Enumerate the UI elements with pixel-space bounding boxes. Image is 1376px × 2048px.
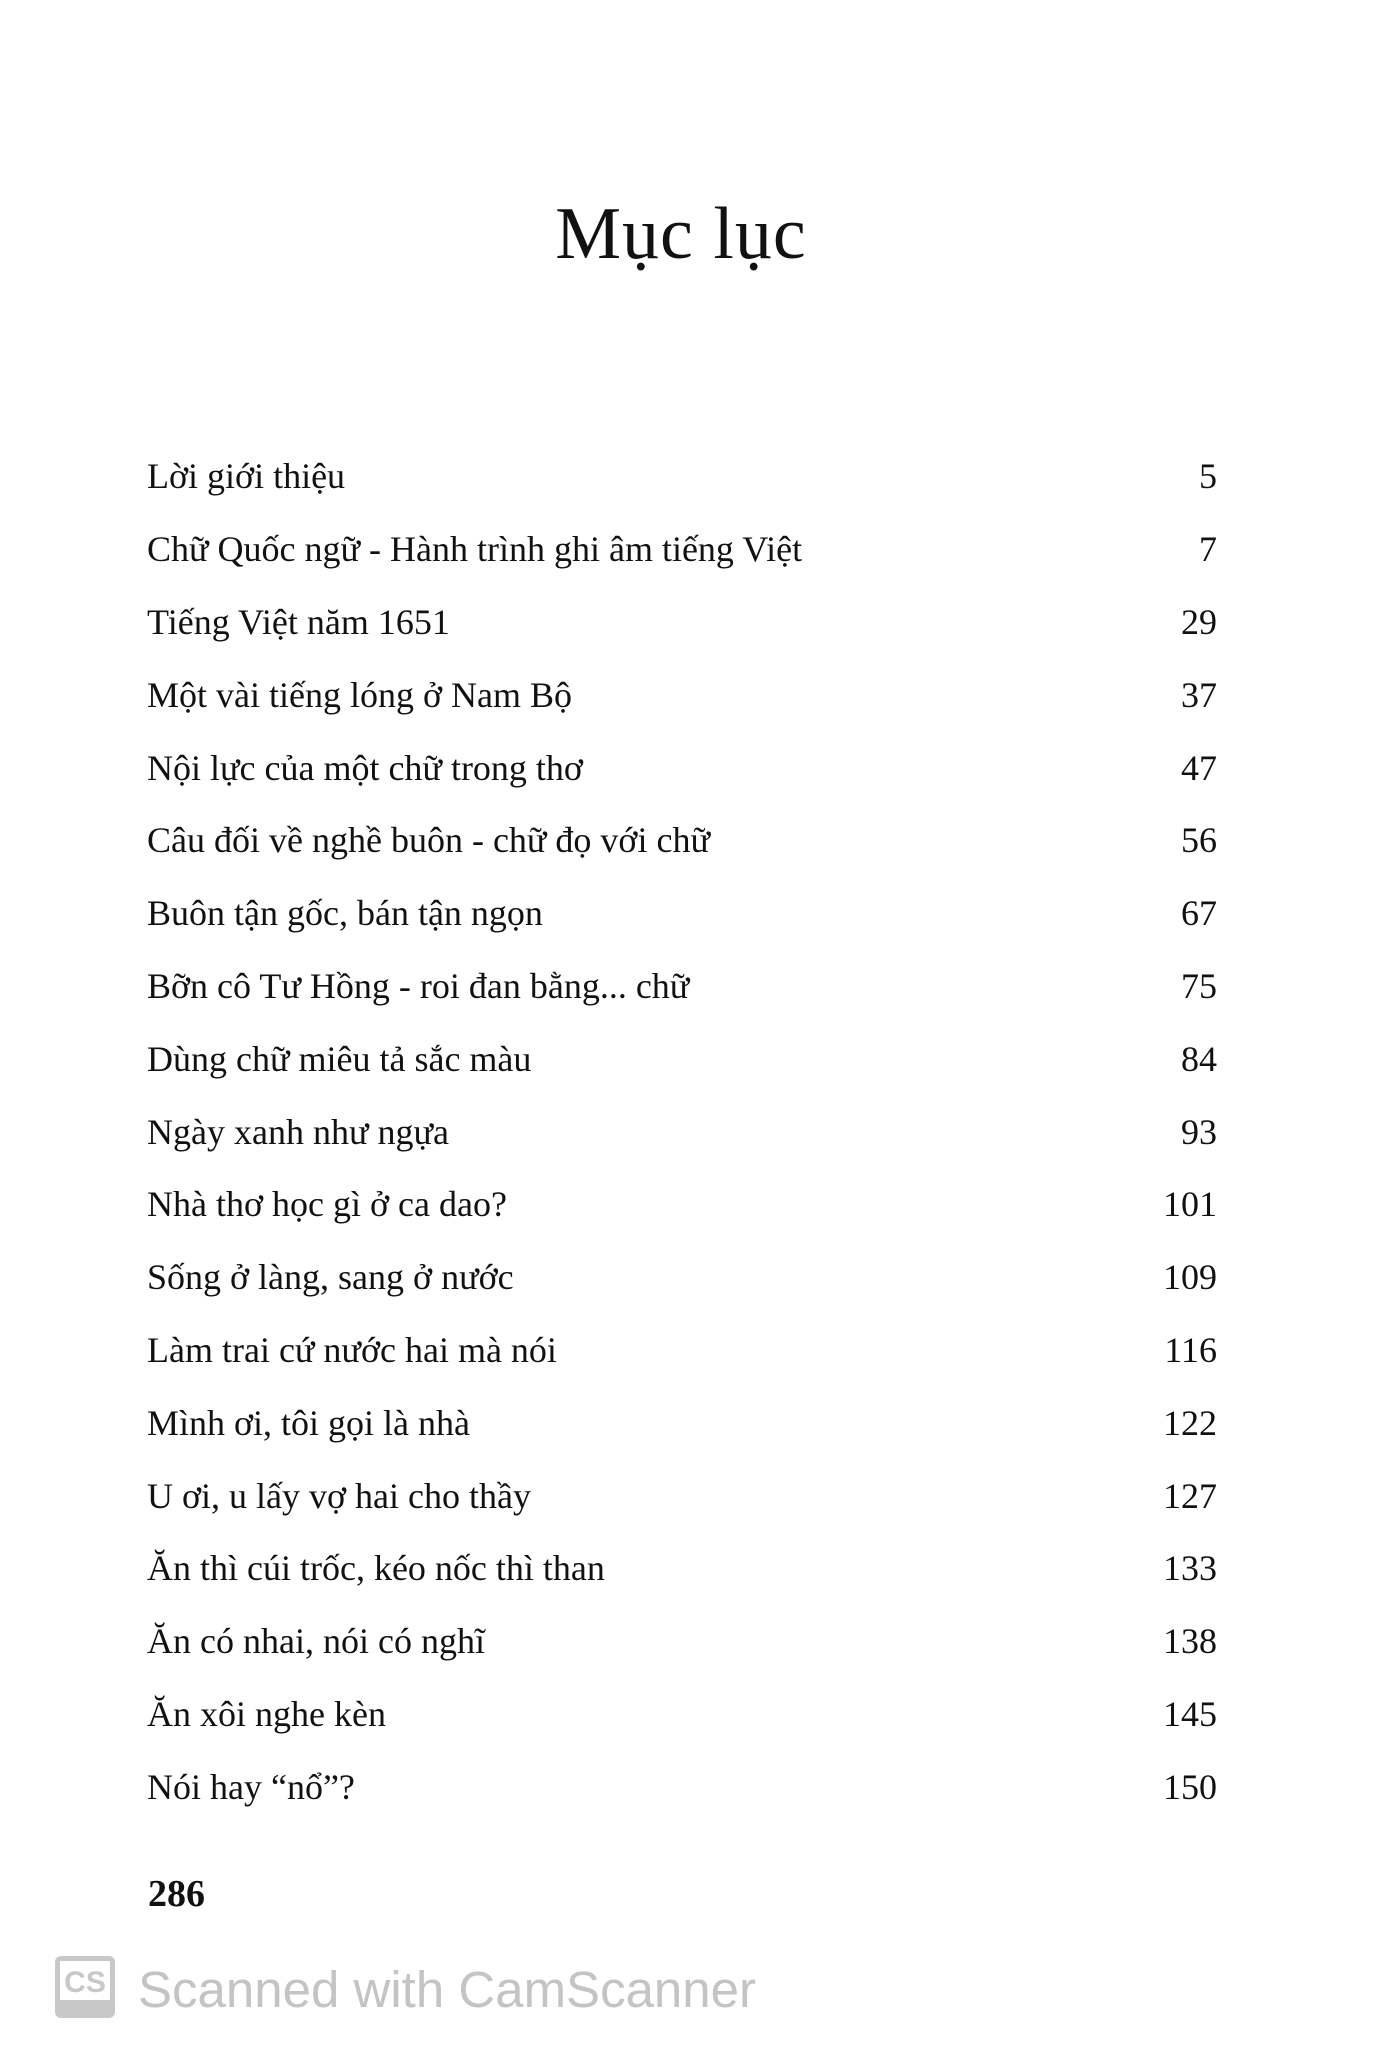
toc-entry-title: Nhà thơ học gì ở ca dao? <box>147 1184 507 1225</box>
toc-entry-page: 127 <box>1163 1475 1217 1516</box>
toc-entry-page: 109 <box>1163 1257 1217 1298</box>
toc-entry-title: Mình ơi, tôi gọi là nhà <box>147 1402 471 1443</box>
toc-entry-page: 5 <box>1199 456 1217 497</box>
toc-entry-title: Ăn thì cúi trốc, kéo nốc thì than <box>147 1548 605 1589</box>
toc-entry-title: Ăn có nhai, nói có nghĩ <box>147 1621 485 1662</box>
toc-entry <box>147 586 1217 659</box>
toc-entry-page: 29 <box>1181 601 1217 642</box>
toc-entry-title: Dùng chữ miêu tả sắc màu <box>147 1038 532 1079</box>
toc-entry <box>147 1678 1217 1751</box>
toc-entry-page: 116 <box>1164 1329 1217 1370</box>
toc-entry-page: 67 <box>1181 893 1217 934</box>
toc-entry-page: 47 <box>1181 747 1217 788</box>
toc-entry-title: Bỡn cô Tư Hồng - roi đan bằng... chữ <box>147 965 690 1006</box>
table-of-contents <box>147 440 1217 1823</box>
camscanner-logo-icon <box>55 1956 115 2018</box>
watermark-text: Scanned with CamScanner <box>138 1961 757 2018</box>
toc-entry <box>147 1095 1217 1168</box>
toc-entry-title: Ngày xanh như ngựa <box>147 1111 449 1152</box>
toc-entry-page: 101 <box>1163 1184 1217 1225</box>
toc-entry-page: 37 <box>1181 674 1217 715</box>
toc-entry-title: Chữ Quốc ngữ - Hành trình ghi âm tiếng Việt <box>147 529 803 570</box>
toc-entry-page: 150 <box>1163 1766 1217 1807</box>
page-title: Mục lục <box>555 193 807 275</box>
toc-entry <box>147 513 1217 586</box>
toc-entry <box>147 877 1217 950</box>
toc-entry <box>147 1605 1217 1678</box>
toc-entry <box>147 658 1217 731</box>
toc-entry <box>147 1314 1217 1387</box>
toc-entry-title: Ăn xôi nghe kèn <box>147 1693 386 1734</box>
toc-entry <box>147 950 1217 1023</box>
camscanner-logo-text: CS <box>64 1966 106 1999</box>
toc-entry-title: Làm trai cứ nước hai mà nói <box>147 1329 557 1370</box>
toc-entry <box>147 1532 1217 1605</box>
toc-entry <box>147 731 1217 804</box>
toc-entry-title: Câu đối về nghề buôn - chữ đọ với chữ <box>147 820 710 861</box>
toc-entry <box>147 1750 1217 1823</box>
toc-entry-title: U ơi, u lấy vợ hai cho thầy <box>147 1475 531 1516</box>
toc-entry <box>147 1022 1217 1095</box>
toc-entry-page: 145 <box>1163 1693 1217 1734</box>
toc-entry-page: 133 <box>1163 1548 1217 1589</box>
toc-entry <box>147 1241 1217 1314</box>
toc-entry-page: 75 <box>1181 965 1217 1006</box>
toc-entry-page: 84 <box>1181 1038 1217 1079</box>
toc-entry <box>147 440 1217 513</box>
toc-entry-title: Lời giới thiệu <box>147 456 346 497</box>
toc-entry-page: 7 <box>1199 529 1217 570</box>
toc-entry-title: Nội lực của một chữ trong thơ <box>147 747 583 788</box>
toc-entry-title: Buôn tận gốc, bán tận ngọn <box>147 893 543 934</box>
toc-entry <box>147 1459 1217 1532</box>
toc-entry <box>147 1168 1217 1241</box>
toc-entry-page: 56 <box>1181 820 1217 861</box>
page-number: 286 <box>148 1873 205 1915</box>
toc-entry-title: Sống ở làng, sang ở nước <box>147 1257 514 1298</box>
toc-entry <box>147 804 1217 877</box>
toc-entry <box>147 1386 1217 1459</box>
toc-entry-page: 122 <box>1163 1402 1217 1443</box>
toc-entry-page: 93 <box>1181 1111 1217 1152</box>
toc-entry-title: Nói hay “nổ”? <box>147 1766 355 1807</box>
toc-entry-title: Tiếng Việt năm 1651 <box>147 601 450 642</box>
toc-entry-page: 138 <box>1163 1621 1217 1662</box>
toc-entry-title: Một vài tiếng lóng ở Nam Bộ <box>147 674 573 715</box>
